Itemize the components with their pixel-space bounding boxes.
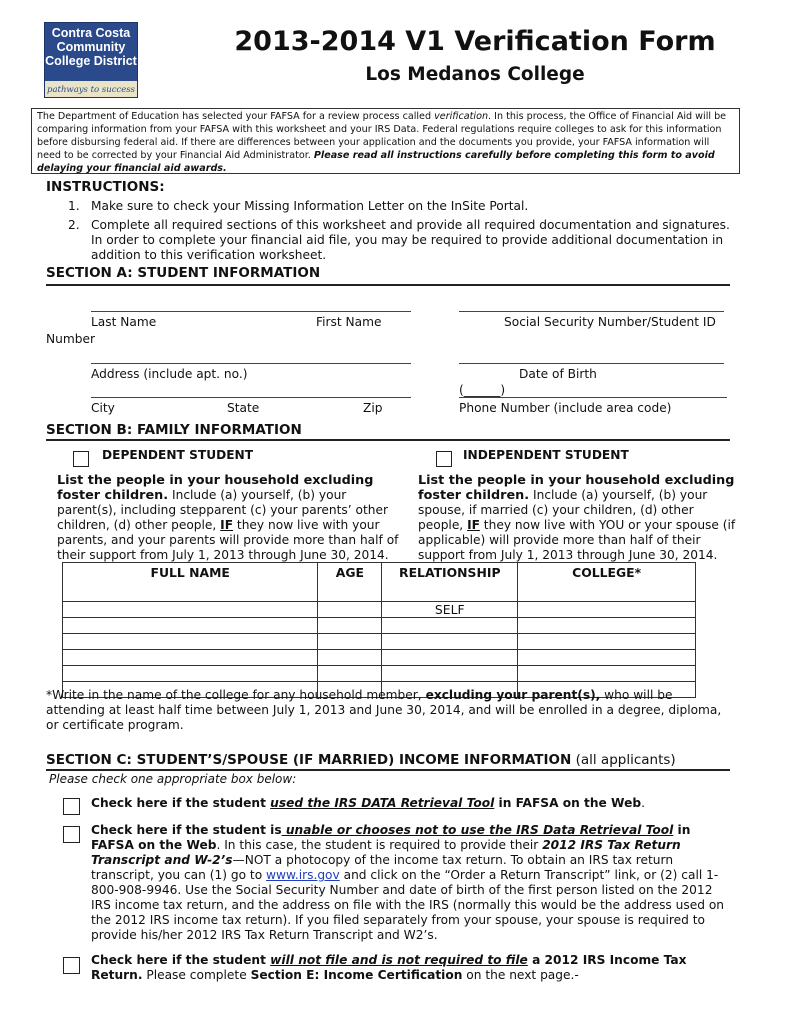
opt1-text-a: Check here if the student [91, 796, 271, 810]
footnote-text-a: *Write in the name of the college for any household member, [46, 688, 426, 702]
opt2-underlined: unable or chooses not to use the IRS Data Retrieval Tool [281, 823, 674, 837]
section-b-rule [46, 439, 730, 441]
address-line [91, 363, 411, 364]
opt3-text-c: Please complete [142, 968, 251, 982]
notice-term: verification [434, 111, 489, 122]
drt-not-used-checkbox[interactable] [63, 826, 80, 843]
dependent-instructions-bold: List the people in your household excluding foster children. [57, 473, 374, 503]
page-title: 2013-2014 V1 Verification Form [234, 26, 716, 57]
cell-full-name[interactable] [63, 634, 318, 650]
irs-link[interactable]: www.irs.gov [266, 868, 340, 882]
logo-tagline: pathways to success [47, 85, 135, 95]
opt1-underlined: used the IRS DATA Retrieval Tool [270, 796, 495, 810]
phone-label: Phone Number (include area code) [459, 401, 672, 415]
cell-college[interactable] [518, 618, 696, 634]
dependent-instructions-a: Include (a) yourself, (b) your parent(s), including stepparent (c) your parents’ other children, (d) other people, [57, 488, 388, 532]
col-college: COLLEGE* [518, 563, 696, 602]
drt-not-used-option [91, 823, 734, 943]
col-age: AGE [318, 563, 382, 602]
dob-line [459, 363, 724, 364]
col-full-name: FULL NAME [63, 563, 318, 602]
independent-instructions-a: Include (a) yourself, (b) your spouse, if married (c) your children, (d) other people, [418, 488, 708, 532]
cell-college[interactable] [518, 666, 696, 682]
cell-full-name[interactable] [63, 618, 318, 634]
independent-student-checkbox[interactable] [436, 451, 452, 467]
section-c-prompt: Please check one appropriate box below: [49, 772, 297, 786]
section-c-rule [46, 769, 730, 771]
opt2-transcript: 2012 IRS Tax Return Transcript and W-2’s [91, 838, 681, 867]
zip-label: Zip [363, 401, 383, 415]
state-label: State [227, 401, 260, 415]
opt2-text-f: and click on the “Order a Return Transcript” link, or (2) call 1-800-908-9946. Use the Social Security Number and date of birth of the first person listed on the 2012 IRS income tax return, and the address on file with the IRS (normally this would be the address used on the 2012 IRS income tax return). If you filed separately from your spouse, your spouse is required to provide his/her 2012 IRS Tax Return Transcript and W2’s. [91, 868, 725, 942]
footnote-bold: excluding your parent(s), [425, 688, 601, 702]
ssn-line [459, 311, 724, 312]
cell-college[interactable] [518, 602, 696, 618]
opt2-text-c: . In this case, the student is required to provide their [216, 838, 543, 852]
notice-text-c: . In this process, the Office of Financial Aid will be comparing information from your FAFSA with this worksheet and your IRS Data. Federal regulations require colleges to ask for this information before disbursing federal aid. If there are differences between your application and the documents you provide, your FAFSA information will need to be corrected by your Financial Aid Administrator. [37, 111, 727, 161]
college-district-logo [44, 22, 138, 98]
section-a-rule [46, 284, 730, 286]
instruction-1-number: 1. [68, 199, 80, 213]
instruction-2: Complete all required sections of this worksheet and provide all required documentation and signatures. In order to complete your financial aid file, you may be required to provide additional documentation in addition to this verification worksheet. [91, 218, 730, 262]
cell-age[interactable] [318, 618, 382, 634]
logo-line-3: College District [45, 54, 137, 68]
cell-full-name[interactable] [63, 650, 318, 666]
opt2-text-b: in FAFSA on the Web [91, 823, 691, 852]
notice-warning: Please read all instructions carefully before completing this form to avoid delaying your financial aid awards. [37, 150, 715, 174]
independent-instructions [418, 473, 736, 562]
opt3-underlined: will not file and is not required to file [270, 953, 528, 967]
table-row [63, 634, 696, 650]
opt3-text-b: a 2012 IRS Income Tax Return. [91, 953, 687, 982]
drt-used-option [91, 796, 731, 811]
opt1-text-b: in FAFSA on the Web [494, 796, 642, 810]
drt-used-checkbox[interactable] [63, 798, 80, 815]
cell-relationship[interactable] [382, 634, 518, 650]
opt2-text-a: Check here if the student is [91, 823, 282, 837]
household-table-header [63, 563, 696, 602]
name-line [91, 311, 411, 312]
section-c-heading-wrap [46, 752, 676, 768]
section-c-heading-tail: (all applicants) [571, 752, 676, 768]
instructions-heading: INSTRUCTIONS: [46, 179, 165, 195]
col-relationship: RELATIONSHIP [382, 563, 518, 602]
dob-label: Date of Birth [519, 367, 597, 381]
logo-line-2: Community [56, 40, 126, 54]
cell-age[interactable] [318, 602, 382, 618]
address-label: Address (include apt. no.) [91, 367, 248, 381]
ssn-label: Social Security Number/Student ID [504, 315, 716, 329]
cell-relationship[interactable] [382, 650, 518, 666]
city-state-zip-line [91, 397, 411, 398]
city-label: City [91, 401, 115, 415]
first-name-label: First Name [316, 315, 382, 329]
notice-text-a: The Department of Education has selected your FAFSA for a review process called [37, 111, 435, 122]
phone-line [459, 397, 727, 398]
household-table [62, 562, 696, 698]
independent-instructions-bold: List the people in your household excluding foster children. [418, 473, 735, 503]
verification-notice [31, 108, 740, 174]
not-filing-checkbox[interactable] [63, 957, 80, 974]
independent-student-label: INDEPENDENT STUDENT [463, 448, 629, 462]
not-filing-option [91, 953, 731, 983]
cell-college[interactable] [518, 634, 696, 650]
last-name-label: Last Name [91, 315, 157, 329]
cell-relationship: SELF [382, 602, 518, 618]
independent-if: IF [467, 518, 480, 532]
cell-full-name[interactable] [63, 602, 318, 618]
ssn-label-cont: Number [46, 332, 95, 346]
instruction-2-number: 2. [68, 218, 80, 232]
opt3-text-e: on the next page.- [462, 968, 579, 982]
dependent-instructions [57, 473, 402, 562]
instruction-1: Make sure to check your Missing Information Letter on the InSite Portal. [91, 199, 529, 213]
table-row [63, 618, 696, 634]
independent-instructions-b: they now live with YOU or your spouse (if applicable) will provide more than half of their support from July 1, 2013 through June 30, 2014. [418, 518, 736, 562]
section-b-heading: SECTION B: FAMILY INFORMATION [46, 422, 302, 438]
table-row [63, 666, 696, 682]
phone-area-code: (______) [459, 383, 506, 397]
opt2-text-e: —NOT a photocopy of the income tax return. To obtain an IRS tax return transcript, you can (1) go to [91, 853, 674, 882]
page-subtitle: Los Medanos College [365, 64, 585, 85]
cell-full-name[interactable] [63, 666, 318, 682]
table-row [63, 650, 696, 666]
dependent-if: IF [220, 518, 234, 532]
footnote-text-b: who will be attending at least half time between July 1, 2013 and June 30, 2014, and will be enrolled in a degree, diploma, or certificate program. [46, 688, 722, 732]
section-c-heading: SECTION C: STUDENT’S/SPOUSE (IF MARRIED) INCOME INFORMATION [46, 752, 572, 768]
college-footnote [46, 688, 730, 733]
logo-line-1: Contra Costa [51, 26, 131, 40]
opt1-text-c: . [641, 796, 645, 810]
dependent-instructions-b: they now live with your parents, and your parents will provide more than half of their support from July 1, 2013 through June 30, 2014. [57, 518, 399, 562]
cell-relationship[interactable] [382, 666, 518, 682]
section-a-heading: SECTION A: STUDENT INFORMATION [46, 265, 321, 281]
cell-age[interactable] [318, 666, 382, 682]
dependent-student-label: DEPENDENT STUDENT [102, 448, 254, 462]
cell-college[interactable] [518, 650, 696, 666]
cell-relationship[interactable] [382, 618, 518, 634]
cell-age[interactable] [318, 634, 382, 650]
cell-age[interactable] [318, 650, 382, 666]
opt3-section-e: Section E: Income Certification [250, 968, 463, 982]
table-row [63, 602, 696, 618]
dependent-student-checkbox[interactable] [73, 451, 89, 467]
opt3-text-a: Check here if the student [91, 953, 271, 967]
